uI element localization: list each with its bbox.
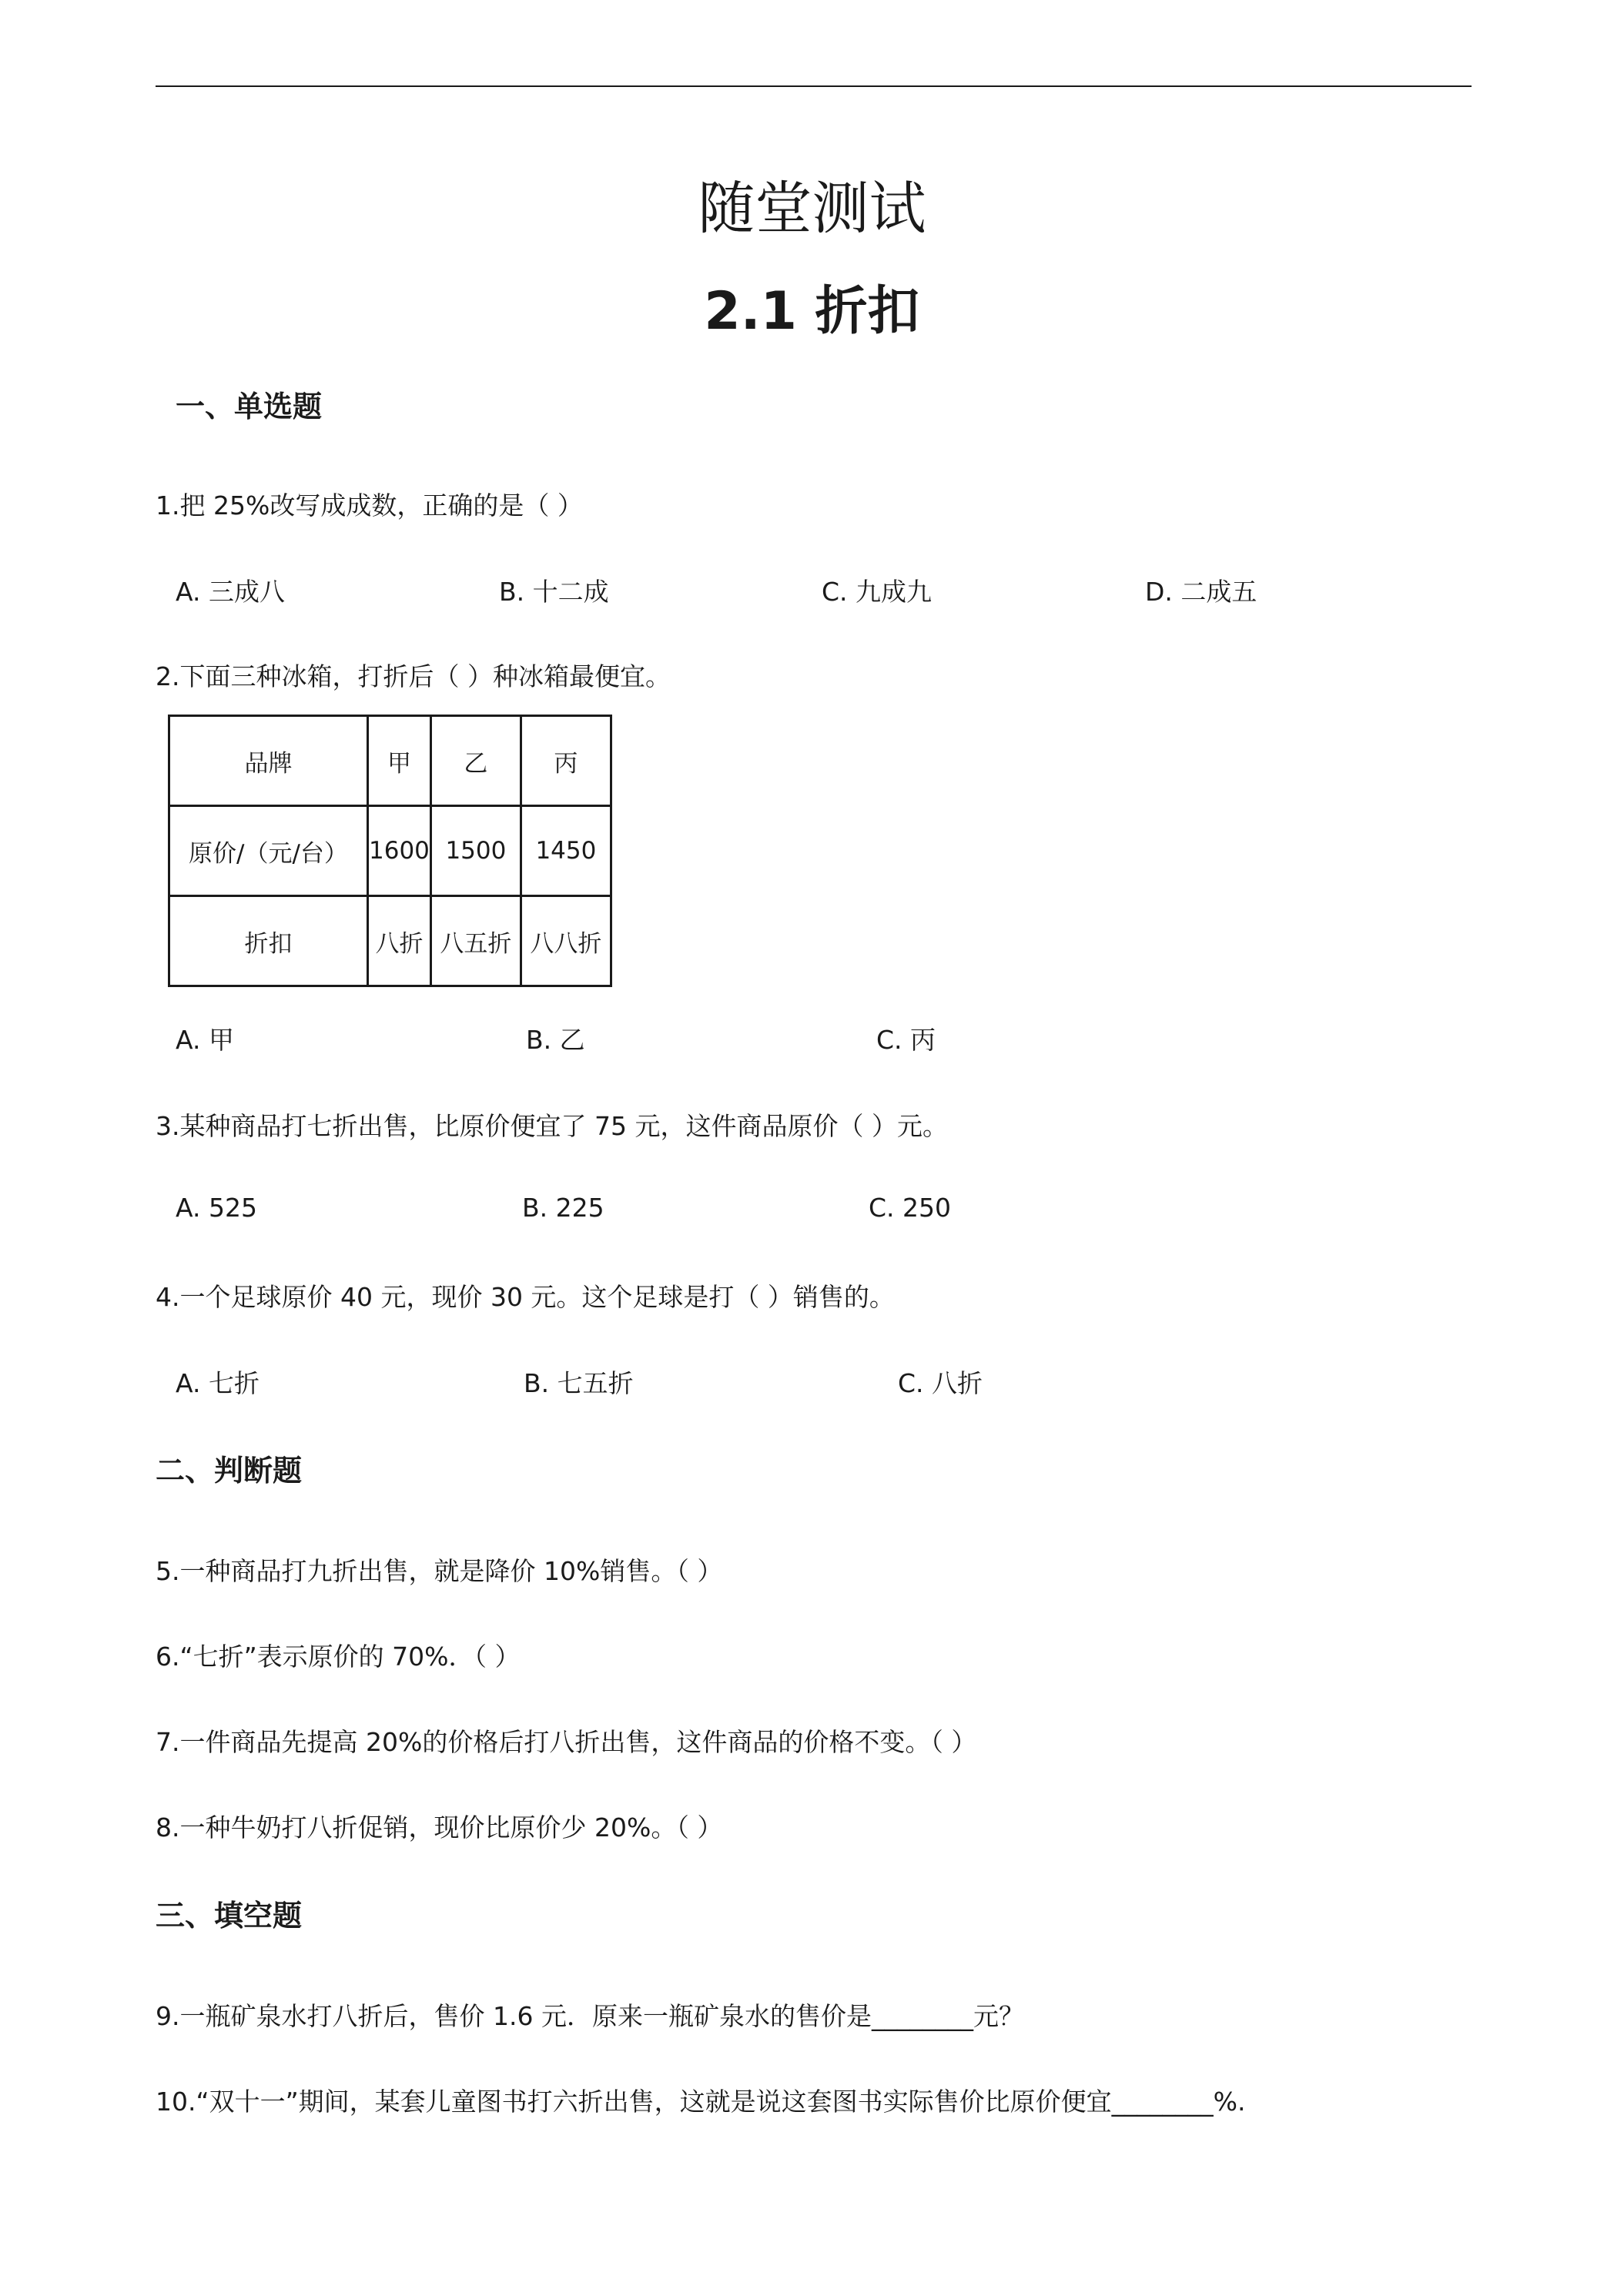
table-cell: 八折 (368, 896, 431, 986)
table-cell: 八八折 (521, 896, 611, 986)
question-8: 8.一种牛奶打八折促销，现价比原价少 20%。（ ） (156, 1812, 723, 1842)
section-heading-fill-blank: 三、填空题 (156, 1899, 303, 1933)
table-cell: 乙 (430, 716, 521, 806)
section-heading-single-choice: 一、单选题 (176, 390, 323, 423)
question-5: 5.一种商品打九折出售，就是降价 10%销售。（ ） (156, 1556, 723, 1586)
q2-option-b: B. 乙 (526, 1025, 585, 1055)
q1-option-a: A. 三成八 (176, 577, 285, 607)
q4-option-b: B. 七五折 (524, 1368, 634, 1398)
q2-option-c: C. 丙 (876, 1025, 936, 1055)
question-3: 3.某种商品打七折出售，比原价便宜了 75 元，这件商品原价（ ）元。 (156, 1111, 948, 1141)
page-subtitle: 2.1 折扣 (704, 281, 920, 342)
header-rule (156, 85, 1472, 87)
question-6: 6.“七折”表示原价的 70%．（ ） (156, 1642, 521, 1672)
q1-option-d: D. 二成五 (1145, 577, 1257, 607)
table-cell: 折扣 (169, 896, 368, 986)
table-row (169, 806, 611, 896)
table-cell: 1600 (368, 806, 431, 896)
price-table (168, 715, 612, 987)
q4-option-c: C. 八折 (898, 1368, 983, 1398)
q2-option-a: A. 甲 (176, 1025, 234, 1055)
question-4: 4.一个足球原价 40 元，现价 30 元。这个足球是打（ ）销售的。 (156, 1282, 895, 1312)
q3-option-c: C. 250 (869, 1193, 952, 1223)
table-cell: 丙 (521, 716, 611, 806)
table-cell: 甲 (368, 716, 431, 806)
question-10: 10.“双十一”期间，某套儿童图书打六折出售，这就是说这套图书实际售价比原价便宜________%. (156, 2087, 1246, 2117)
table-cell: 1500 (430, 806, 521, 896)
q1-option-b: B. 十二成 (499, 577, 609, 607)
q1-option-c: C. 九成九 (822, 577, 933, 607)
q3-option-b: B. 225 (522, 1193, 604, 1223)
q3-option-a: A. 525 (176, 1193, 257, 1223)
q4-option-a: A. 七折 (176, 1368, 260, 1398)
table-row (169, 716, 611, 806)
question-2: 2.下面三种冰箱，打折后（ ）种冰箱最便宜。 (156, 661, 671, 691)
table-cell: 八五折 (430, 896, 521, 986)
table-row (169, 896, 611, 986)
section-heading-true-false: 二、判断题 (156, 1454, 303, 1488)
question-9: 9.一瓶矿泉水打八折后，售价 1.6 元．原来一瓶矿泉水的售价是________元？ (156, 2001, 1024, 2031)
question-1: 1.把 25%改写成成数，正确的是（ ） (156, 490, 583, 520)
page-title: 随堂测试 (698, 176, 926, 242)
table-cell: 原价/（元/台） (169, 806, 368, 896)
table-cell: 1450 (521, 806, 611, 896)
table-cell: 品牌 (169, 716, 368, 806)
question-7: 7.一件商品先提高 20%的价格后打八折出售，这件商品的价格不变。（ ） (156, 1727, 977, 1757)
